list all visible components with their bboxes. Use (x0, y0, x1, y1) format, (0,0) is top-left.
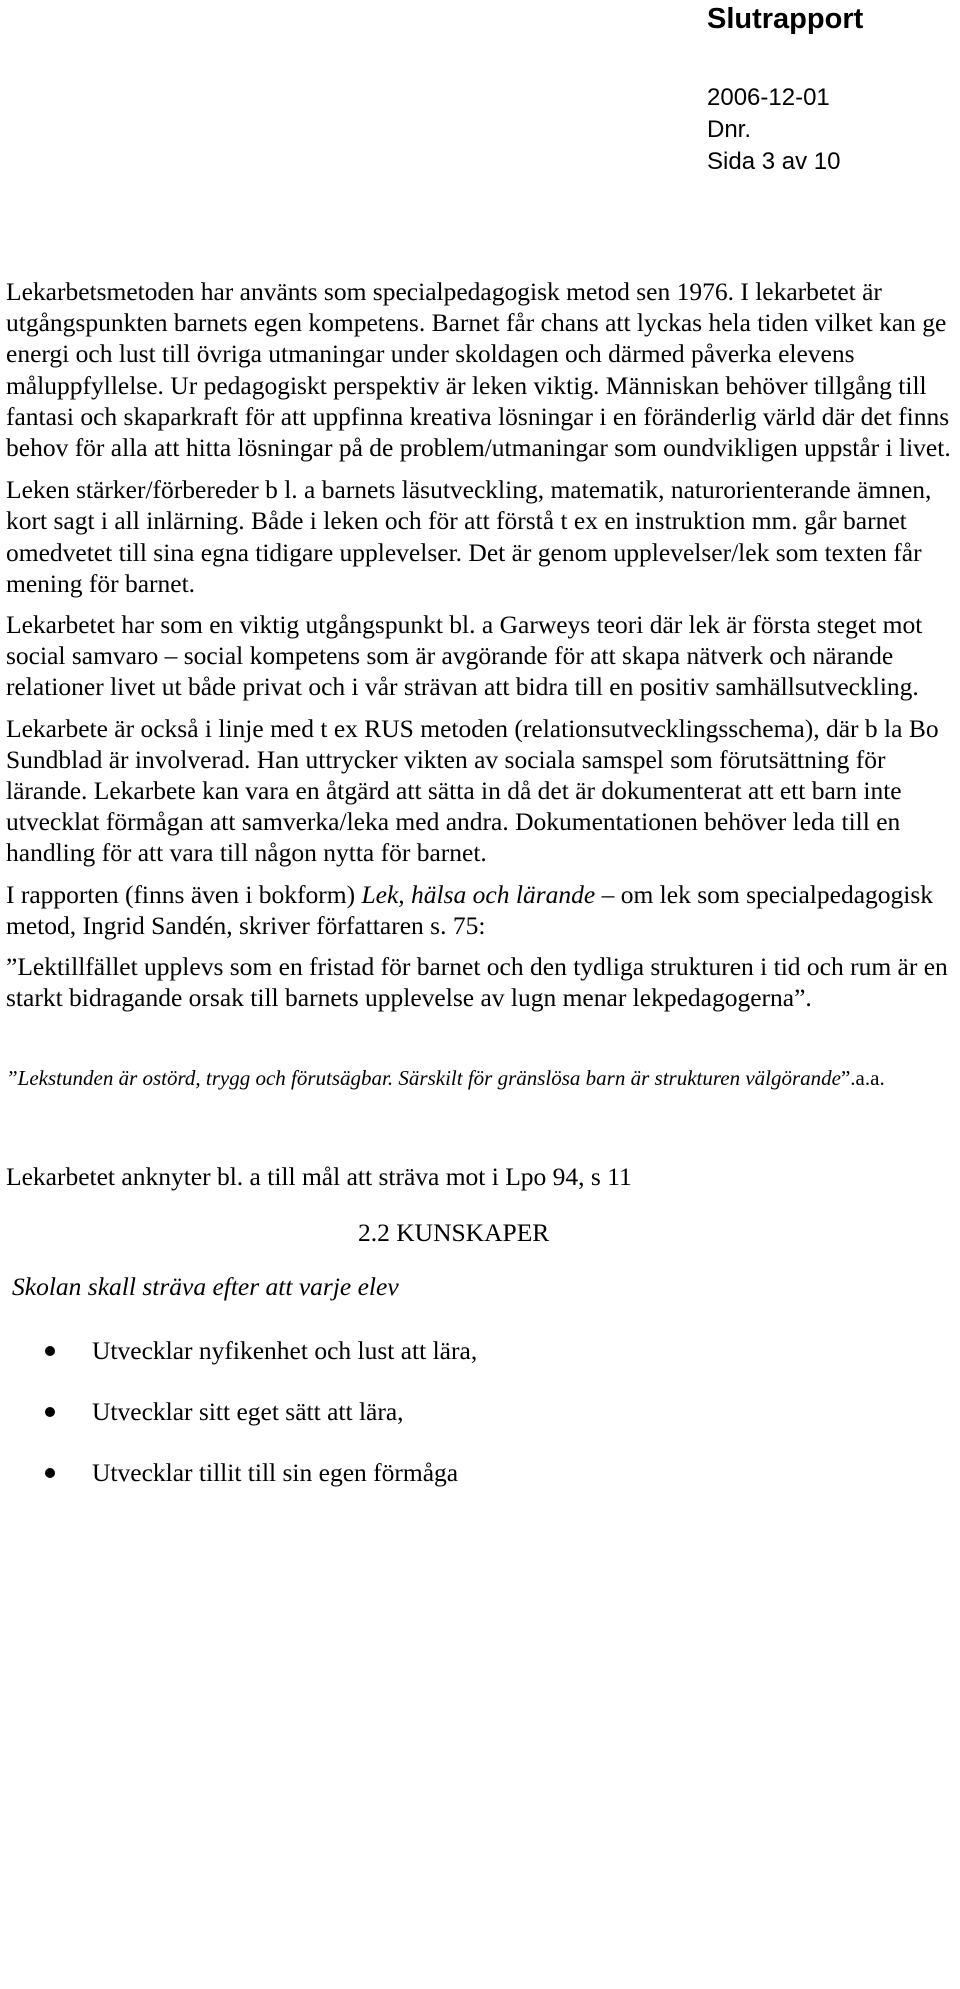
goal-text: Utvecklar tillit till sin egen förmåga (92, 1458, 459, 1488)
quote-lektillfallet: ”Lektillfället upplevs som en fristad för barnet och den tydliga strukturen i tid och rum är en starkt bidragande orsak till barnets upplevelse av lugn menar lekpedagogerna”. (6, 952, 948, 1013)
section-heading-kunskaper: 2.2 KUNSKAPER (358, 1217, 550, 1247)
bullet-icon (45, 1468, 55, 1478)
bullet-icon (45, 1346, 55, 1356)
goal-text: Utvecklar sitt eget sätt att lära, (92, 1397, 404, 1427)
paragraph-lpo: Lekarbetet anknyter bl. a till mål att sträva mot i Lpo 94, s 11 (6, 1162, 632, 1192)
paragraph-garwey: Lekarbetet har som en viktig utgångspunkt bl. a Garweys teori där lek är första steget mot social samvaro – social kompetens som är avgörande för att skapa nätverk och närande relationer livet ut både privat och i vår strävan att bidra till en positiv samhällsutveckling. (6, 610, 923, 702)
goals-intro: Skolan skall sträva efter att varje elev (12, 1271, 399, 1301)
list-item (6, 1320, 954, 1381)
goals-list (6, 1320, 954, 1503)
rapport-intro: I rapporten (finns även i bokform) (6, 879, 362, 909)
lekstund-citation: ”.a.a. (840, 1066, 885, 1091)
document-body (6, 276, 954, 1503)
paragraph-leken: Leken stärker/förbereder b l. a barnets läsutveckling, matematik, naturorienterande ämnen, kort sagt i all inlärning. Både i leken och för att förstå t ex en instruktion mm. går barnet omedvetet till sina egna tidigare upplevelser. Det är genom upplevelser/lek som texten får mening för barnet. (6, 475, 932, 598)
goal-text: Utvecklar nyfikenhet och lust att lära, (92, 1336, 478, 1366)
paragraph-rus: Lekarbete är också i linje med t ex RUS metoden (relationsutvecklingsschema), där b la Bo Sundblad är involverad. Han uttrycker vikten av sociala samspel som förutsättning för lärande. Lekarbete kan vara en åtgärd att sätta in då det är dokumenterat att ett barn inte utvecklat förmågan att samverka/leka med andra. Dokumentationen behöver leda till en handling för att vara till någon nytta för barnet. (6, 713, 939, 868)
report-date: 2006-12-01 (707, 84, 830, 111)
rapport-rest: – om lek som specialpedagogisk metod, Ingrid Sandén, skriver författaren s. 75: (6, 879, 934, 940)
lekstund-quote-text: ”Lekstunden är ostörd, trygg och förutsägbar. Särskilt för gränslösa barn är strukturen välgörande (6, 1066, 841, 1091)
quote-lekstunden (6, 1061, 954, 1095)
list-item (6, 1442, 954, 1503)
list-item (6, 1381, 954, 1442)
header-meta (707, 82, 840, 178)
page-number: Sida 3 av 10 (707, 148, 841, 175)
book-title: Lek, hälsa och lärande (361, 879, 596, 909)
bullet-icon (45, 1407, 55, 1417)
paragraph-rapport (6, 879, 954, 941)
paragraph-intro: Lekarbetsmetoden har använts som specialpedagogisk metod sen 1976. I lekarbetet är utgångspunkten barnets egen kompetens. Barnet får chans att lyckas hela tiden vilket kan ge energi och lust till övriga utmaningar under skoldagen och därmed påverka elevens måluppfyllelse. Ur pedagogiskt perspektiv är leken viktig. Människan behöver tillgång till fantasi och skaparkraft för att uppfinna kreativa lösningar i en föränderlig värld där det finns behov för alla att hitta lösningar på de problem/utmaningar som oundvikligen uppstår i livet. (6, 277, 951, 463)
report-dnr: Dnr. (707, 116, 752, 143)
report-title: Slutrapport (707, 3, 864, 35)
